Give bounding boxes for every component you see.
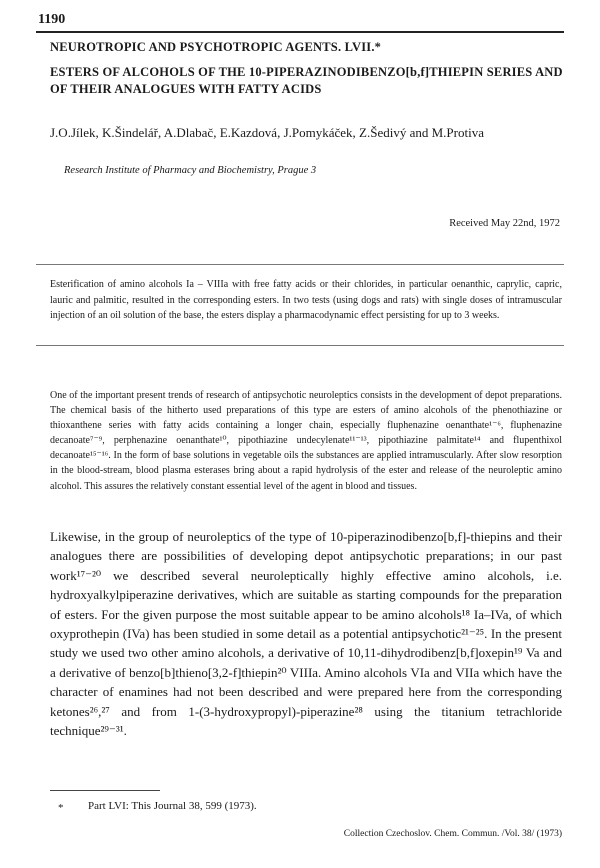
author-list: J.O.Jílek, K.Šindelář, A.Dlabač, E.Kazdová, J.Pomykáček, Z.Šedivý and M.Protiva [50, 125, 484, 140]
body-paragraph-main: Likewise, in the group of neuroleptics of the type of 10-piperazinodibenzo[b,f]-thiepins and their analogues there are possibilities of developing depot antipsychotic preparations; in our past work¹⁷⁻²⁰ we described several neuroleptically highly effective amino alcohols, i.e. hydroxyalkylpiperazine derivatives, which are suitable as starting compounds for the preparation of esters. For the given purpose the most suitable appear to be amino alcohols¹⁸ Ia–IVa, of which oxyprothepin (IVa) has been studied in some detail as a potential antipsychotic²¹⁻²⁵. In the present study we used two other amino alcohols, a derivative of 10,11-dihydrodibenz[b,f]oxepin¹⁹ Va and a derivative of benzo[b]thieno[3,2-f]thiepin²⁰ VIIIa. Amino alcohols VIa and VIIa which have the character of enamines had not been described and were prepared here from the corresponding ketones²⁶,²⁷ and from 1-(3-hydroxypropyl)-piperazine²⁸ using the titanium tetrachloride technique²⁹⁻³¹. [50, 529, 562, 739]
body-paragraph-intro: One of the important present trends of research of antipsychotic neuroleptics consists in the development of depot preparations. The chemical basis of the hitherto used preparations of this type are esters of amino alcohols of the phenothiazine or thioxanthene series with fatty acids containing a longer chain, especially fluphenazine oenanthate¹⁻⁶, fluphenazine decanoate⁷⁻⁹, perphenazine oenanthate¹⁰, pipothiazine undecylenate¹¹⁻¹³, pipothiazine palmitate¹⁴ and flupenthixol decanoate¹⁵⁻¹⁶. In the form of base solutions in vegetable oils the substances are applied intramuscularly. After slow resorption in the blood-stream, blood plasma esterases bring about a rapid hydrolysis of the ester and release of the neuroleptic amino alcohol. This assures the relatively constant essential level of the agent in blood and tissues. [50, 390, 562, 492]
page-number: 1190 [38, 12, 66, 27]
abstract-bottom-rule [36, 345, 564, 346]
header-rule [36, 31, 564, 33]
footnote-rule [50, 790, 160, 791]
abstract: Esterification of amino alcohols Ia – VIIIa with free fatty acids or their chlorides, in particular oenanthic, caprylic, capric, lauric and palmitic, resulted in the corresponding esters. In two tests (using dogs and rats) with single doses of intramuscular injection of an oil solution of the base, the esters display a pharmacodynamic effect persisting for up to 3 weeks. [50, 279, 562, 321]
abstract-top-rule [36, 264, 564, 265]
paper-title: ESTERS OF ALCOHOLS OF THE 10-PIPERAZINODIBENZO[b,f]THIEPIN SERIES AND OF THEIR ANALOGUES WITH FATTY ACIDS [50, 65, 563, 96]
received-date: Received May 22nd, 1972 [449, 218, 560, 229]
series-title: NEUROTROPIC AND PSYCHOTROPIC AGENTS. LVII.* [50, 40, 382, 54]
affiliation: Research Institute of Pharmacy and Biochemistry, Prague 3 [64, 165, 317, 176]
journal-citation: Collection Czechoslov. Chem. Commun. /Vol. 38/ (1973) [343, 829, 562, 839]
footnote-text: Part LVI: This Journal 38, 599 (1973). [88, 800, 257, 812]
footnote-mark: * [58, 802, 64, 814]
